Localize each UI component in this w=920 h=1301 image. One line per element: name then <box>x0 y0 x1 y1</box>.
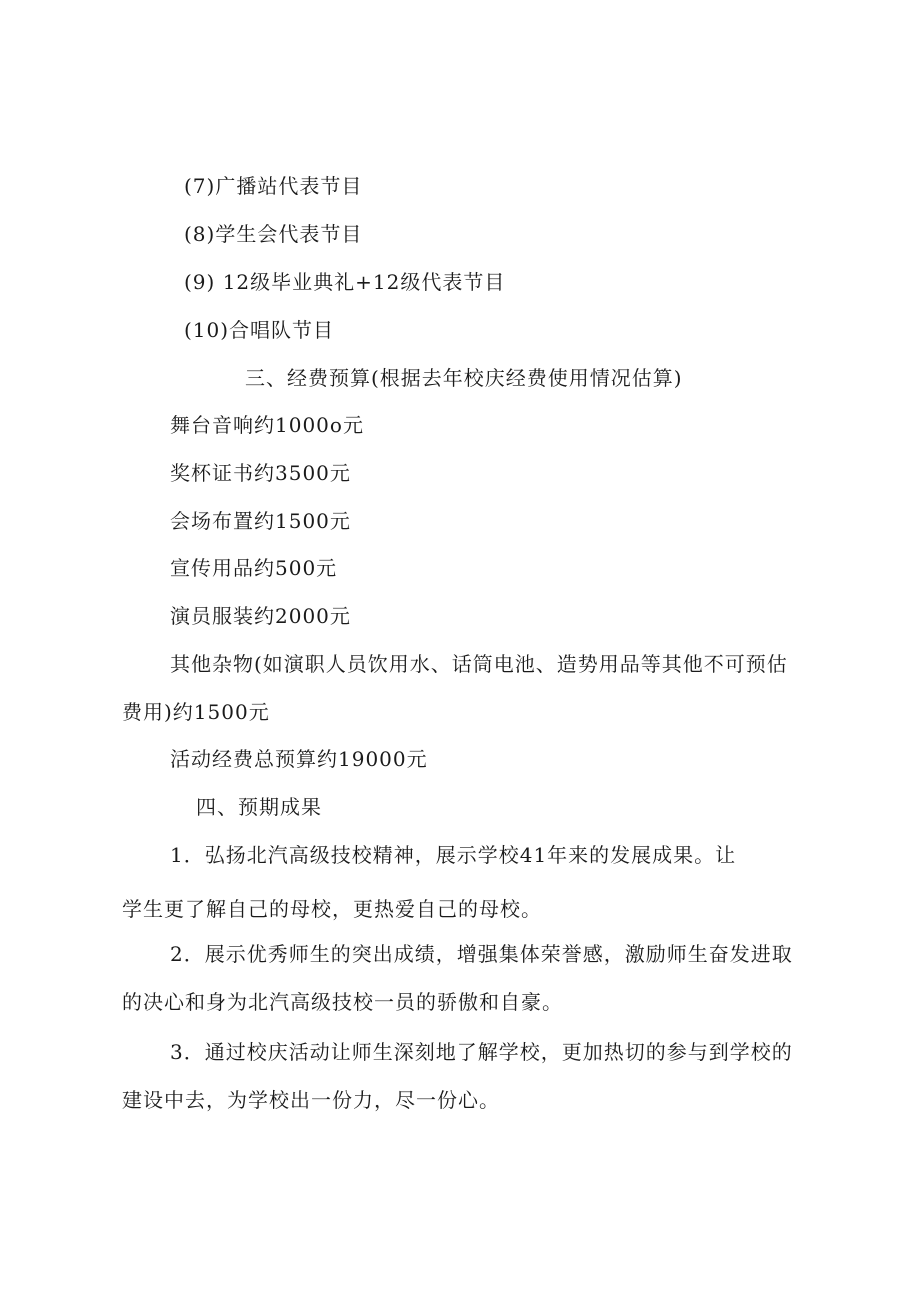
program-item-10: (10)合唱队节目 <box>184 318 335 342</box>
budget-item-venue: 会场布置约1500元 <box>170 509 351 533</box>
outcome-1-line-1: 1．弘扬北汽高级技校精神，展示学校41年来的发展成果。让 <box>170 843 737 867</box>
outcome-3-line-2: 建设中去，为学校出一份力，尽一份心。 <box>122 1088 500 1112</box>
outcome-2-line-2: 的决心和身为北汽高级技校一员的骄傲和自豪。 <box>122 990 563 1014</box>
budget-heading: 三、经费预算(根据去年校庆经费使用情况估算) <box>245 366 683 390</box>
budget-item-trophies: 奖杯证书约3500元 <box>170 461 351 485</box>
outcome-1-line-2: 学生更了解自己的母校，更热爱自己的母校。 <box>122 897 542 921</box>
budget-item-promo: 宣传用品约500元 <box>170 556 338 580</box>
outcome-2-line-1: 2．展示优秀师生的突出成绩，增强集体荣誉感，激励师生奋发进取 <box>170 942 793 966</box>
budget-total: 活动经费总预算约19000元 <box>170 747 428 771</box>
budget-item-stage-audio: 舞台音响约1000o元 <box>170 413 364 437</box>
budget-item-misc-continued: 费用)约1500元 <box>122 700 270 724</box>
program-item-9: (9) 12级毕业典礼+12级代表节目 <box>184 270 506 294</box>
outcome-3-line-1: 3．通过校庆活动让师生深刻地了解学校，更加热切的参与到学校的 <box>170 1040 793 1064</box>
budget-item-misc: 其他杂物(如演职人员饮用水、话筒电池、造势用品等其他不可预估 <box>170 652 788 676</box>
program-item-8: (8)学生会代表节目 <box>184 222 363 246</box>
budget-item-costumes: 演员服装约2000元 <box>170 604 351 628</box>
outcomes-heading: 四、预期成果 <box>196 795 322 819</box>
program-item-7: (7)广播站代表节目 <box>184 174 363 198</box>
